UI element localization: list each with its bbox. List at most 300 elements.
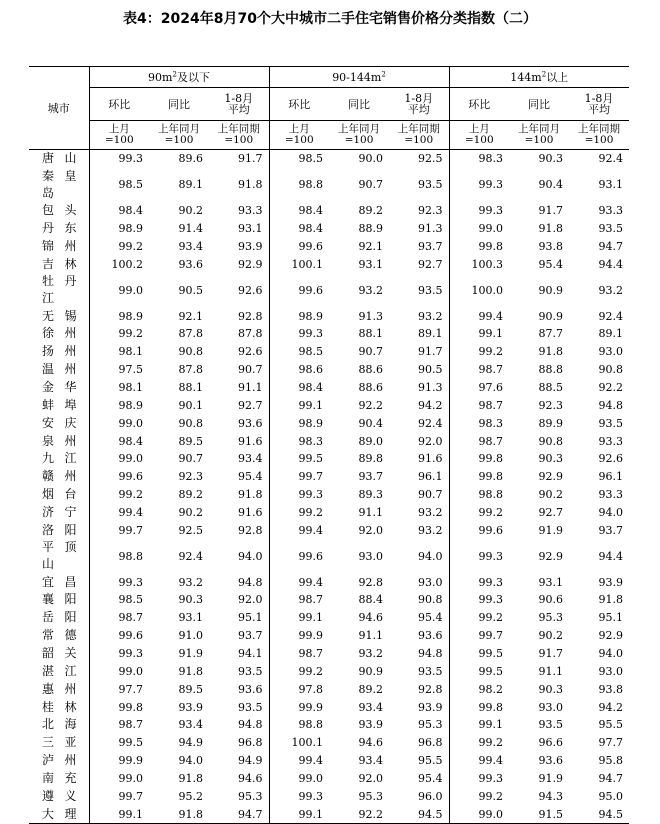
value-cell: 99.9: [269, 698, 329, 716]
base-header-yoy: 上年同月 =100: [509, 121, 569, 150]
value-cell: 90.1: [178, 398, 203, 412]
value-cell: 100.1: [269, 255, 329, 273]
value-cell: 90.8: [178, 416, 203, 430]
city-column-header: 城市: [29, 67, 89, 150]
value-cell: 87.8: [178, 363, 203, 377]
city-cell: 蚌埠: [42, 397, 77, 412]
value-cell: 91.8: [178, 664, 203, 678]
table-row: [29, 150, 629, 168]
value-cell: 99.3: [89, 150, 149, 168]
value-cell: 90.8: [538, 434, 563, 448]
value-cell: 90.8: [418, 593, 443, 607]
value-cell: 99.3: [449, 769, 509, 787]
value-cell: 99.3: [449, 539, 509, 573]
value-cell: 92.4: [598, 309, 623, 323]
value-cell: 99.7: [449, 627, 509, 645]
value-cell: 93.4: [178, 718, 203, 732]
value-cell: 98.9: [89, 220, 149, 238]
value-cell: 90.9: [358, 664, 383, 678]
value-cell: 93.9: [418, 700, 443, 714]
value-cell: 90.3: [538, 452, 563, 466]
value-cell: 95.4: [418, 771, 443, 785]
value-cell: 93.3: [598, 488, 623, 502]
city-cell: 常德: [42, 628, 77, 643]
base-header-row: [29, 121, 629, 150]
value-cell: 90.8: [178, 345, 203, 359]
value-cell: 94.8: [418, 646, 443, 660]
value-cell: 95.4: [238, 470, 263, 484]
city-cell: 温州: [42, 362, 77, 377]
base-header-avg: 上年同期 =100: [209, 121, 269, 150]
table-row: [29, 396, 629, 414]
value-cell: 89.6: [178, 152, 203, 166]
sub-header-yoy: 同比: [329, 88, 389, 121]
value-cell: 94.0: [598, 505, 623, 519]
city-cell: 金华: [42, 380, 77, 395]
value-cell: 93.5: [598, 222, 623, 236]
value-cell: 95.3: [358, 789, 383, 803]
value-cell: 93.4: [238, 452, 263, 466]
value-cell: 99.1: [89, 805, 149, 823]
value-cell: 99.5: [449, 662, 509, 680]
value-cell: 100.0: [449, 273, 509, 307]
sub-header-row: [29, 88, 629, 121]
table-row: [29, 787, 629, 805]
value-cell: 95.4: [418, 611, 443, 625]
table-row: [29, 752, 629, 770]
value-cell: 99.2: [89, 486, 149, 504]
value-cell: 89.0: [358, 434, 383, 448]
city-cell: 北海: [42, 717, 77, 732]
value-cell: 94.9: [178, 736, 203, 750]
value-cell: 99.6: [269, 273, 329, 307]
value-cell: 88.6: [358, 363, 383, 377]
group-header-under-90: $90m^2$及以下: [89, 67, 269, 88]
value-cell: 99.1: [269, 609, 329, 627]
value-cell: 94.6: [358, 736, 383, 750]
value-cell: 91.8: [538, 222, 563, 236]
value-cell: 99.6: [89, 468, 149, 486]
value-cell: 99.7: [89, 787, 149, 805]
value-cell: 99.4: [269, 521, 329, 539]
value-cell: 97.7: [89, 680, 149, 698]
value-cell: 98.7: [269, 591, 329, 609]
table-row: [29, 769, 629, 787]
value-cell: 90.6: [538, 593, 563, 607]
table-row: [29, 662, 629, 680]
city-cell: 南充: [42, 770, 77, 785]
value-cell: 98.9: [269, 307, 329, 325]
value-cell: 92.0: [418, 434, 443, 448]
value-cell: 90.9: [538, 309, 563, 323]
value-cell: 99.3: [449, 591, 509, 609]
value-cell: 94.1: [238, 646, 263, 660]
value-cell: 99.2: [449, 734, 509, 752]
value-cell: 98.4: [269, 220, 329, 238]
value-cell: 91.6: [238, 434, 263, 448]
value-cell: 93.2: [598, 283, 623, 297]
table-row: [29, 645, 629, 663]
value-cell: 92.8: [418, 682, 443, 696]
value-cell: 99.2: [449, 343, 509, 361]
value-cell: 98.5: [269, 150, 329, 168]
value-cell: 99.7: [89, 521, 149, 539]
value-cell: 99.8: [449, 450, 509, 468]
value-cell: 92.0: [238, 593, 263, 607]
value-cell: 92.4: [178, 549, 203, 563]
value-cell: 99.2: [449, 609, 509, 627]
city-cell: 唐山: [42, 151, 77, 166]
value-cell: 94.7: [598, 771, 623, 785]
value-cell: 94.4: [598, 549, 623, 563]
value-cell: 91.0: [178, 629, 203, 643]
value-cell: 96.0: [418, 789, 443, 803]
value-cell: 99.2: [89, 238, 149, 256]
value-cell: 98.7: [269, 645, 329, 663]
value-cell: 98.8: [269, 716, 329, 734]
city-cell: 三亚: [42, 735, 77, 750]
sub-header-yoy: 同比: [509, 88, 569, 121]
value-cell: 90.5: [418, 363, 443, 377]
value-cell: 99.5: [269, 450, 329, 468]
value-cell: 91.8: [238, 178, 263, 192]
price-index-table: [29, 66, 629, 824]
value-cell: 88.9: [358, 222, 383, 236]
value-cell: 93.6: [538, 754, 563, 768]
value-cell: 93.7: [238, 629, 263, 643]
table-row: [29, 450, 629, 468]
city-cell: 徐州: [42, 326, 77, 341]
value-cell: 91.8: [238, 488, 263, 502]
value-cell: 95.3: [238, 789, 263, 803]
value-cell: 90.9: [538, 283, 563, 297]
value-cell: 93.6: [238, 416, 263, 430]
value-cell: 98.4: [89, 202, 149, 220]
sub-header-avg: 1-8月 平均: [389, 88, 449, 121]
value-cell: 91.7: [238, 152, 263, 166]
city-cell: 遵义: [42, 788, 77, 803]
value-cell: 89.2: [178, 488, 203, 502]
value-cell: 94.9: [238, 754, 263, 768]
value-cell: 92.8: [358, 575, 383, 589]
value-cell: 99.0: [89, 414, 149, 432]
value-cell: 99.1: [449, 325, 509, 343]
value-cell: 98.1: [89, 343, 149, 361]
value-cell: 91.6: [238, 505, 263, 519]
value-cell: 93.5: [538, 718, 563, 732]
value-cell: 99.2: [269, 504, 329, 522]
value-cell: 96.8: [238, 736, 263, 750]
table-row: [29, 591, 629, 609]
value-cell: 98.1: [89, 379, 149, 397]
value-cell: 98.7: [449, 396, 509, 414]
table-header: [29, 67, 629, 150]
value-cell: 89.1: [418, 327, 443, 341]
value-cell: 98.2: [449, 680, 509, 698]
value-cell: 93.0: [418, 575, 443, 589]
city-cell: 岳阳: [42, 610, 77, 625]
value-cell: 92.4: [418, 416, 443, 430]
value-cell: 98.9: [269, 414, 329, 432]
city-cell: 吉林: [42, 256, 77, 271]
value-cell: 99.3: [269, 325, 329, 343]
value-cell: 91.1: [538, 664, 563, 678]
value-cell: 99.3: [449, 573, 509, 591]
table-row: [29, 716, 629, 734]
value-cell: 93.0: [358, 549, 383, 563]
table-row: [29, 255, 629, 273]
value-cell: 93.2: [418, 505, 443, 519]
value-cell: 99.0: [89, 769, 149, 787]
value-cell: 90.8: [598, 363, 623, 377]
city-cell: 襄阳: [42, 592, 77, 607]
value-cell: 93.7: [418, 239, 443, 253]
value-cell: 98.4: [269, 379, 329, 397]
value-cell: 88.5: [538, 381, 563, 395]
value-cell: 98.5: [89, 591, 149, 609]
value-cell: 92.0: [358, 771, 383, 785]
value-cell: 94.0: [238, 549, 263, 563]
city-cell: 平顶山: [42, 540, 77, 572]
value-cell: 89.5: [178, 682, 203, 696]
value-cell: 89.3: [358, 488, 383, 502]
value-cell: 98.5: [89, 168, 149, 202]
value-cell: 98.8: [89, 539, 149, 573]
table-row: [29, 698, 629, 716]
value-cell: 91.1: [358, 505, 383, 519]
value-cell: 93.2: [178, 575, 203, 589]
value-cell: 99.6: [449, 521, 509, 539]
base-header-mom: 上月 =100: [449, 121, 509, 150]
city-cell: 洛阳: [42, 522, 77, 537]
table-row: [29, 573, 629, 591]
value-cell: 90.3: [538, 682, 563, 696]
value-cell: 99.6: [89, 627, 149, 645]
table-row: [29, 202, 629, 220]
city-cell: 牡丹江: [42, 274, 77, 306]
value-cell: 94.0: [178, 754, 203, 768]
value-cell: 96.1: [418, 470, 443, 484]
value-cell: 91.9: [538, 771, 563, 785]
value-cell: 93.9: [238, 239, 263, 253]
value-cell: 99.2: [449, 787, 509, 805]
value-cell: 92.2: [598, 381, 623, 395]
table-row: [29, 238, 629, 256]
value-cell: 91.4: [178, 222, 203, 236]
value-cell: 96.1: [598, 470, 623, 484]
value-cell: 99.4: [449, 752, 509, 770]
value-cell: 89.5: [178, 434, 203, 448]
value-cell: 99.8: [89, 698, 149, 716]
city-cell: 惠州: [42, 681, 77, 696]
value-cell: 92.5: [418, 152, 443, 166]
value-cell: 95.1: [238, 611, 263, 625]
value-cell: 90.2: [538, 488, 563, 502]
value-cell: 93.4: [358, 754, 383, 768]
value-cell: 89.2: [358, 682, 383, 696]
value-cell: 92.9: [238, 257, 263, 271]
table-title: 表4：2024年8月70个大中城市二手住宅销售价格分类指数（二）: [123, 11, 537, 27]
value-cell: 90.7: [178, 452, 203, 466]
value-cell: 100.3: [449, 255, 509, 273]
table-row: [29, 734, 629, 752]
value-cell: 99.6: [269, 539, 329, 573]
value-cell: 90.2: [178, 204, 203, 218]
sub-header-avg: 1-8月 平均: [569, 88, 629, 121]
city-cell: 九江: [42, 451, 77, 466]
group-header-over-144: $144m^2$以上: [449, 67, 629, 88]
value-cell: 93.2: [418, 309, 443, 323]
value-cell: 91.7: [418, 345, 443, 359]
value-cell: 94.2: [418, 398, 443, 412]
value-cell: 93.1: [538, 575, 563, 589]
city-cell: 锦州: [42, 238, 77, 253]
value-cell: 90.7: [358, 178, 383, 192]
value-cell: 90.2: [538, 629, 563, 643]
value-cell: 95.2: [178, 789, 203, 803]
value-cell: 98.8: [269, 168, 329, 202]
value-cell: 93.9: [598, 575, 623, 589]
value-cell: 94.6: [238, 771, 263, 785]
value-cell: 92.9: [598, 629, 623, 643]
value-cell: 95.0: [598, 789, 623, 803]
city-cell: 安庆: [42, 415, 77, 430]
table-row: [29, 361, 629, 379]
value-cell: 88.1: [178, 381, 203, 395]
city-cell: 秦皇岛: [42, 168, 77, 200]
value-cell: 97.5: [89, 361, 149, 379]
value-cell: 90.7: [418, 488, 443, 502]
value-cell: 91.3: [358, 309, 383, 323]
value-cell: 89.8: [358, 452, 383, 466]
table-row: [29, 609, 629, 627]
value-cell: 98.4: [269, 202, 329, 220]
table-row: [29, 504, 629, 522]
value-cell: 89.9: [538, 416, 563, 430]
value-cell: 99.0: [89, 273, 149, 307]
value-cell: 93.5: [238, 664, 263, 678]
value-cell: 93.4: [358, 700, 383, 714]
city-cell: 包头: [42, 203, 77, 218]
value-cell: 95.4: [538, 257, 563, 271]
value-cell: 88.1: [358, 327, 383, 341]
value-cell: 92.7: [238, 398, 263, 412]
value-cell: 91.9: [178, 646, 203, 660]
value-cell: 91.8: [598, 593, 623, 607]
city-cell: 湛江: [42, 663, 77, 678]
value-cell: 92.2: [329, 805, 389, 823]
value-cell: 96.6: [538, 736, 563, 750]
value-cell: 97.7: [598, 736, 623, 750]
value-cell: 98.4: [89, 432, 149, 450]
value-cell: 92.9: [538, 470, 563, 484]
value-cell: 99.8: [449, 238, 509, 256]
value-cell: 90.5: [178, 283, 203, 297]
value-cell: 94.7: [209, 805, 269, 823]
value-cell: 99.0: [269, 769, 329, 787]
value-cell: 91.3: [418, 222, 443, 236]
table-row: [29, 521, 629, 539]
value-cell: 92.7: [418, 257, 443, 271]
table-row: [29, 379, 629, 397]
value-cell: 92.6: [238, 283, 263, 297]
value-cell: 99.9: [269, 627, 329, 645]
value-cell: 99.8: [449, 468, 509, 486]
value-cell: 89.2: [358, 204, 383, 218]
value-cell: 98.3: [449, 150, 509, 168]
value-cell: 93.7: [598, 523, 623, 537]
value-cell: 93.0: [598, 664, 623, 678]
city-cell: 泸州: [42, 753, 77, 768]
value-cell: 98.3: [269, 432, 329, 450]
value-cell: 89.1: [598, 327, 623, 341]
value-cell: 94.5: [569, 805, 629, 823]
value-cell: 93.2: [358, 283, 383, 297]
value-cell: 93.3: [238, 204, 263, 218]
value-cell: 90.3: [178, 593, 203, 607]
value-cell: 100.1: [269, 734, 329, 752]
city-cell: 烟台: [42, 487, 77, 502]
value-cell: 87.7: [538, 327, 563, 341]
value-cell: 90.4: [538, 178, 563, 192]
value-cell: 91.8: [178, 771, 203, 785]
city-cell: 大理: [29, 805, 89, 823]
value-cell: 91.3: [418, 381, 443, 395]
value-cell: 99.2: [269, 662, 329, 680]
value-cell: 92.6: [598, 452, 623, 466]
value-cell: 92.3: [418, 204, 443, 218]
value-cell: 89.1: [178, 178, 203, 192]
value-cell: 91.9: [538, 523, 563, 537]
value-cell: 93.2: [358, 646, 383, 660]
table-row: [29, 486, 629, 504]
base-header-mom: 上月 =100: [89, 121, 149, 150]
value-cell: 99.1: [269, 396, 329, 414]
value-cell: 99.3: [269, 486, 329, 504]
value-cell: 99.2: [89, 325, 149, 343]
value-cell: 91.5: [509, 805, 569, 823]
value-cell: 99.4: [89, 504, 149, 522]
value-cell: 95.5: [598, 718, 623, 732]
value-cell: 91.1: [238, 381, 263, 395]
value-cell: 92.4: [598, 152, 623, 166]
value-cell: 95.3: [538, 611, 563, 625]
table-body: [29, 150, 629, 824]
table-row: [29, 805, 629, 823]
value-cell: 93.0: [538, 700, 563, 714]
value-cell: 93.1: [238, 222, 263, 236]
value-cell: 99.0: [449, 220, 509, 238]
value-cell: 93.5: [418, 283, 443, 297]
table-row: [29, 307, 629, 325]
value-cell: 92.0: [358, 523, 383, 537]
value-cell: 99.6: [269, 238, 329, 256]
value-cell: 99.1: [449, 716, 509, 734]
table-row: [29, 273, 629, 307]
value-cell: 99.4: [269, 752, 329, 770]
value-cell: 93.8: [598, 682, 623, 696]
value-cell: 93.6: [418, 629, 443, 643]
sub-header-mom: 环比: [449, 88, 509, 121]
value-cell: 91.8: [149, 805, 209, 823]
value-cell: 98.9: [89, 396, 149, 414]
value-cell: 93.1: [598, 178, 623, 192]
city-cell: 桂林: [42, 699, 77, 714]
value-cell: 93.9: [178, 700, 203, 714]
value-cell: 98.5: [269, 343, 329, 361]
value-cell: 94.0: [598, 646, 623, 660]
value-cell: 92.6: [238, 345, 263, 359]
